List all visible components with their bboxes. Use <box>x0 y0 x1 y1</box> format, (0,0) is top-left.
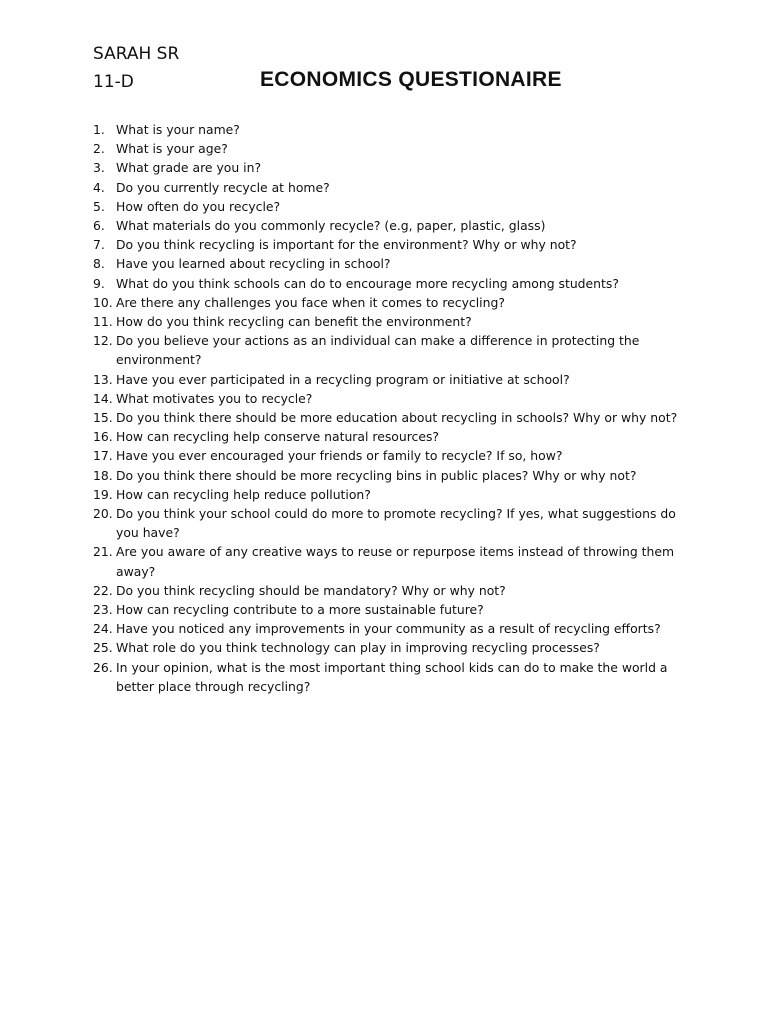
question-item <box>93 427 693 446</box>
question-item <box>93 370 693 389</box>
question-item <box>93 120 693 139</box>
question-text: How often do you recycle? <box>116 198 281 214</box>
question-text: What do you think schools can do to encourage more recycling among students? <box>116 275 619 291</box>
question-text: What is your name? <box>116 122 240 137</box>
question-text: Have you learned about recycling in school? <box>116 256 391 272</box>
question-text: Do you currently recycle at home? <box>116 179 330 195</box>
question-number: 25. <box>93 640 113 656</box>
question-item <box>93 312 693 331</box>
question-number: 10. <box>93 294 113 310</box>
question-number: 9. <box>93 275 105 291</box>
question-item <box>93 197 693 216</box>
question-text: How can recycling contribute to a more sustainable future? <box>116 602 484 618</box>
student-class: 11-D <box>93 72 134 92</box>
question-number: 14. <box>93 390 113 406</box>
question-item <box>93 446 693 465</box>
question-text: Do you think recycling should be mandatory? Why or why not? <box>116 582 506 598</box>
question-number: 1. <box>93 122 105 137</box>
question-number: 8. <box>93 256 105 272</box>
question-item <box>93 485 693 504</box>
question-number: 18. <box>93 467 113 483</box>
question-text: Do you believe your actions as an individual can make a difference in protecting the environment? <box>116 333 640 368</box>
question-number: 7. <box>93 237 105 253</box>
question-item <box>93 619 693 638</box>
question-item <box>93 178 693 197</box>
question-number: 24. <box>93 621 113 637</box>
question-item <box>93 293 693 312</box>
question-number: 21. <box>93 544 113 560</box>
question-number: 19. <box>93 486 113 502</box>
question-number: 2. <box>93 141 105 157</box>
question-text: Have you noticed any improvements in your community as a result of recycling efforts? <box>116 621 661 637</box>
question-number: 12. <box>93 333 113 349</box>
question-number: 13. <box>93 371 113 387</box>
question-number: 6. <box>93 218 105 234</box>
question-text: Have you ever participated in a recycling program or initiative at school? <box>116 371 570 387</box>
question-number: 22. <box>93 582 113 598</box>
question-item <box>93 542 693 580</box>
question-item <box>93 216 693 235</box>
question-item <box>93 466 693 485</box>
question-item <box>93 274 693 293</box>
question-text: Do you think your school could do more to promote recycling? If yes, what suggestions do you have? <box>116 506 676 541</box>
question-number: 23. <box>93 602 113 618</box>
question-item <box>93 600 693 619</box>
question-item <box>93 254 693 273</box>
question-number: 17. <box>93 448 113 464</box>
question-item <box>93 504 693 542</box>
question-number: 16. <box>93 429 113 445</box>
question-text: How can recycling help reduce pollution? <box>116 486 371 502</box>
question-text: Have you ever encouraged your friends or family to recycle? If so, how? <box>116 448 563 464</box>
question-item <box>93 638 693 657</box>
question-text: Are there any challenges you face when it comes to recycling? <box>116 294 505 310</box>
question-item <box>93 331 693 369</box>
question-text: What is your age? <box>116 141 228 157</box>
question-item <box>93 235 693 254</box>
question-item <box>93 658 693 696</box>
question-text: In your opinion, what is the most important thing school kids can do to make the world a better place through recycling? <box>116 659 668 694</box>
question-text: What grade are you in? <box>116 160 262 176</box>
document-title: ECONOMICS QUESTIONAIRE <box>260 68 562 91</box>
question-item <box>93 408 693 427</box>
question-text: How can recycling help conserve natural resources? <box>116 429 439 445</box>
question-item <box>93 139 693 158</box>
question-item <box>93 158 693 177</box>
question-text: What role do you think technology can play in improving recycling processes? <box>116 640 600 656</box>
question-text: Do you think there should be more education about recycling in schools? Why or why not? <box>116 410 678 426</box>
question-number: 4. <box>93 179 105 195</box>
question-number: 20. <box>93 506 113 522</box>
question-number: 26. <box>93 659 113 675</box>
question-number: 15. <box>93 410 113 426</box>
question-item <box>93 581 693 600</box>
question-number: 5. <box>93 198 105 214</box>
question-item <box>93 389 693 408</box>
student-name: SARAH SR <box>93 44 180 64</box>
question-text: Do you think there should be more recycling bins in public places? Why or why not? <box>116 467 637 483</box>
question-text: What motivates you to recycle? <box>116 390 313 406</box>
question-text: Are you aware of any creative ways to reuse or repurpose items instead of throwing them away? <box>116 544 675 579</box>
question-number: 11. <box>93 314 113 330</box>
question-text: Do you think recycling is important for the environment? Why or why not? <box>116 237 577 253</box>
question-text: What materials do you commonly recycle? (e.g, paper, plastic, glass) <box>116 218 546 234</box>
question-list <box>93 120 693 696</box>
question-text: How do you think recycling can benefit the environment? <box>116 314 472 330</box>
question-number: 3. <box>93 160 105 176</box>
